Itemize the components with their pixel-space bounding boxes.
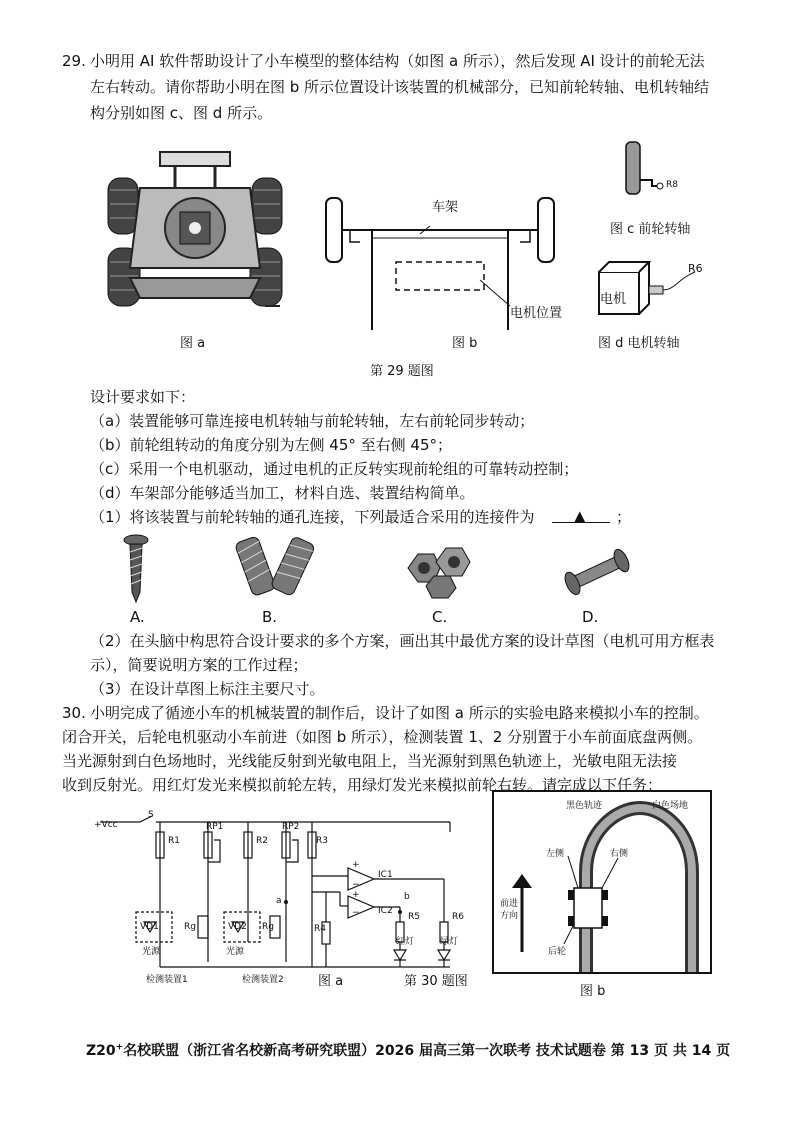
q29-intro-line2: 左右转动。请你帮助小明在图 b 所示位置设计该装置的机械部分，已知前轮转轴、电机转轴结 xyxy=(90,78,710,96)
detector-1-label: 检测装置1 xyxy=(146,975,188,985)
q30-line3: 当光源射到白色场地时，光线能反射到光敏电阻上，当光源射到黑色轨迹上，光敏电阻无法接 xyxy=(62,752,678,770)
circuit-green-lamp: 绿灯 xyxy=(440,937,459,947)
forward-label-2: 方向 xyxy=(500,911,519,921)
detector-2-label: 检测装置2 xyxy=(242,975,284,985)
circuit-vcc: +Vcc xyxy=(94,820,118,830)
circuit-rp2: RP2 xyxy=(282,822,300,832)
fig29b-caption: 图 b xyxy=(452,336,478,351)
forward-label-1: 前进 xyxy=(500,899,519,909)
requirement-a: （a）装置能够可靠连接电机转轴与前轮转轴，左右前轮同步转动； xyxy=(90,412,535,430)
task-1-end: ； xyxy=(616,508,632,526)
option-b-label: B. xyxy=(262,608,278,626)
circuit-r6: R6 xyxy=(452,912,464,922)
option-c-nuts xyxy=(400,540,476,602)
circuit-light2: 光源 xyxy=(226,947,245,957)
circuit-plus-2: + xyxy=(352,890,360,900)
circuit-rp1: RP1 xyxy=(206,822,224,832)
task-2-line2: 示），简要说明方案的工作过程； xyxy=(90,656,308,674)
fig29c-caption: 图 c 前轮转轴 xyxy=(610,222,691,237)
circuit-vd2: VD2 xyxy=(228,922,247,932)
circuit-light1: 光源 xyxy=(142,947,161,957)
q30-line1: 小明完成了循迹小车的机械装置的制作后，设计了如图 a 所示的实验电路来模拟小车的控制。 xyxy=(90,704,709,722)
requirements-title: 设计要求如下： xyxy=(90,388,196,406)
circuit-plus-1: + xyxy=(352,860,360,870)
circuit-ic2: IC2 xyxy=(378,906,393,916)
q30-figure-title: 第 30 题图 xyxy=(404,974,468,989)
car-left-label: 左侧 xyxy=(546,849,565,859)
circuit-rg1: Rg xyxy=(184,922,196,932)
option-d-pin xyxy=(562,544,632,600)
circuit-minus-1: − xyxy=(352,880,360,890)
fig30b-caption: 图 b xyxy=(580,984,606,999)
fig29b-motor-label: 电机位置 xyxy=(510,306,563,321)
q29-number: 29. xyxy=(62,52,86,70)
fig29a-caption: 图 a xyxy=(180,336,206,351)
option-c-label: C. xyxy=(432,608,448,626)
circuit-red-lamp: 红灯 xyxy=(396,937,415,947)
track-black-label: 黑色轨迹 xyxy=(566,801,603,811)
task-2-line1: （2）在头脑中构思符合设计要求的多个方案，画出其中最优方案的设计草图（电机可用方框表 xyxy=(90,632,715,650)
q30-number: 30. xyxy=(62,704,86,722)
option-d-label: D. xyxy=(582,608,599,626)
track-figure xyxy=(492,790,712,974)
fig29d-caption: 图 d 电机转轴 xyxy=(598,336,680,351)
field-white-label: 白色场地 xyxy=(652,801,689,811)
q29-intro-line1: 小明用 AI 软件帮助设计了小车模型的整体结构（如图 a 所示），然后发现 AI 设计的前轮无法 xyxy=(90,52,705,70)
footer-text: 名校联盟（浙江省名校新高考研究联盟）2026 届高三第一次联考 技术试题卷 第 13 页 共 14 页 xyxy=(123,1043,731,1059)
circuit-r5: R5 xyxy=(408,912,420,922)
fig30a-caption: 图 a xyxy=(318,974,344,989)
circuit-r2: R2 xyxy=(256,836,268,846)
circuit-r3: R3 xyxy=(316,836,328,846)
q30-line4: 收到反射光。用红灯发光来模拟前轮左转，用绿灯发光来模拟前轮右转。请完成以下任务： xyxy=(62,776,663,794)
option-a-screw xyxy=(118,534,154,604)
task-1: （1）将该装置与前轮转轴的通孔连接，下列最适合采用的连接件为 xyxy=(90,508,535,526)
fig29c-label: R8 xyxy=(666,180,678,190)
fig29b-frame-label: 车架 xyxy=(432,200,459,215)
footer-brand: Z20 xyxy=(86,1043,116,1059)
circuit-r4: R4 xyxy=(314,924,326,934)
option-b-bolts xyxy=(226,532,322,602)
car-model-figure xyxy=(100,148,290,318)
circuit-ic1: IC1 xyxy=(378,870,393,880)
circuit-r1: R1 xyxy=(168,836,180,846)
circuit-switch: S xyxy=(148,810,154,820)
circuit-node-a: a xyxy=(276,896,282,906)
circuit-node-b: b xyxy=(404,892,410,902)
footer-brand-sup: + xyxy=(115,1042,124,1053)
requirement-c: （c）采用一个电机驱动，通过电机的正反转实现前轮组的可靠转动控制； xyxy=(90,460,579,478)
q29-figure-title: 第 29 题图 xyxy=(370,364,434,379)
circuit-vd1: VD1 xyxy=(140,922,159,932)
answer-blank-marker: ▲ xyxy=(574,507,586,525)
circuit-rg2: Rg xyxy=(262,922,274,932)
rear-wheel-label: 后轮 xyxy=(548,947,567,957)
fig29d-motor-label: 电机 xyxy=(600,292,627,307)
option-a-label: A. xyxy=(130,608,145,626)
q30-line2: 闭合开关，后轮电机驱动小车前进（如图 b 所示），检测装置 1、2 分别置于小车前面底盘两侧。 xyxy=(62,728,703,746)
circuit-minus-2: − xyxy=(352,908,360,918)
requirement-b: （b）前轮组转动的角度分别为左侧 45° 至右侧 45°； xyxy=(90,436,453,454)
q29-intro-line3: 构分别如图 c、图 d 所示。 xyxy=(90,104,273,122)
car-right-label: 右侧 xyxy=(610,849,629,859)
requirement-d: （d）车架部分能够适当加工，材料自选、装置结构简单。 xyxy=(90,484,475,502)
task-3: （3）在设计草图上标注主要尺寸。 xyxy=(90,680,325,698)
fig29d-label: R6 xyxy=(688,262,703,275)
footer xyxy=(86,1040,730,1060)
front-wheel-shaft-figure xyxy=(620,140,680,200)
